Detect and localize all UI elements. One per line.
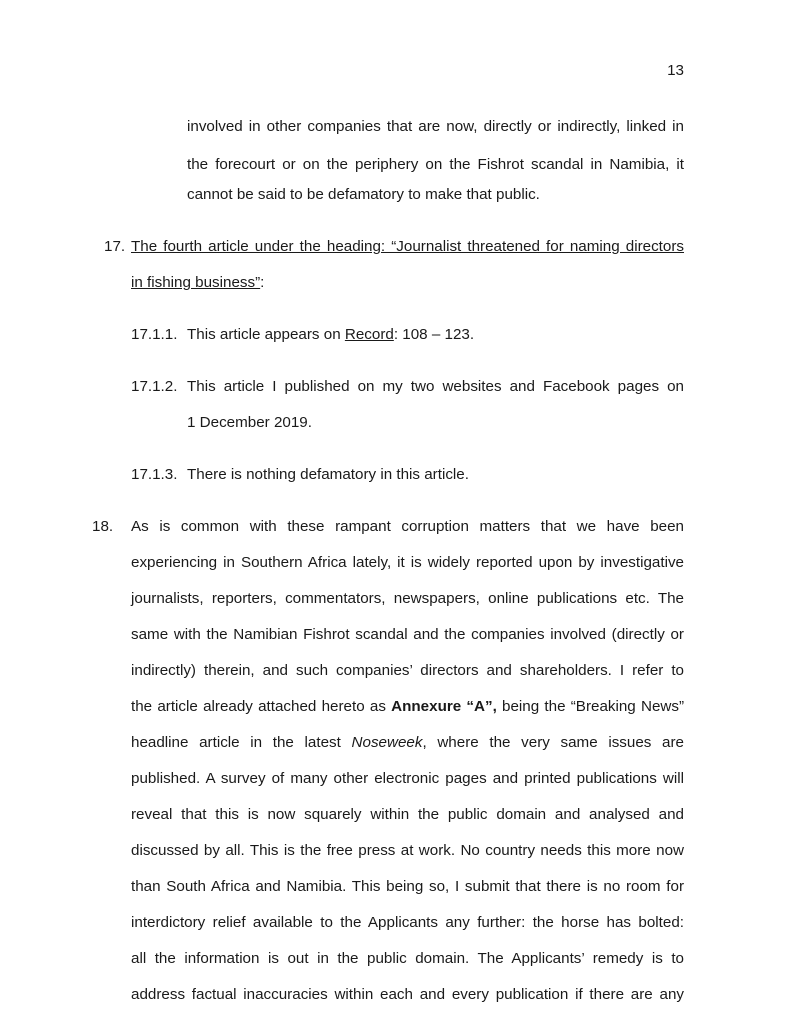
paragraph-18-line-7-before: headline article in the latest [131,734,352,751]
paragraph-18-line-10: discussed by all. This is the free press at work. No country needs this more now [131,842,684,859]
paragraph-17-heading-underlined: in fishing business” [131,274,261,291]
subparagraph-17-1-1-text [187,325,474,345]
paragraph-18-line-1: As is common with these rampant corruption matters that we have been [131,518,684,535]
paragraph-18-line-4: same with the Namibian Fishrot scandal and the companies involved (directly or [131,626,684,643]
paragraph-18-line-3: journalists, reporters, commentators, newspapers, online publications etc. The [131,590,684,607]
subparagraph-17-1-1-number: 17.1.1. [131,326,178,343]
paragraph-18-line-12: interdictory relief available to the Applicants any further: the horse has bolted: [131,914,684,931]
paragraph-18-line-11: than South Africa and Namibia. This being so, I submit that there is no room for [131,878,684,895]
subparagraph-17-1-1-text-after: : 108 – 123. [393,326,475,343]
annexure-a-reference: Annexure “A”, [391,698,497,715]
continuation-line-3: cannot be said to be defamatory to make that public. [187,186,540,203]
page-number: 13 [667,62,684,79]
continuation-line-2: the forecourt or on the periphery on the Fishrot scandal in Namibia, it [187,156,684,173]
paragraph-18-number: 18. [92,518,114,535]
paragraph-18-line-9: reveal that this is now squarely within the public domain and analysed and [131,806,684,823]
subparagraph-17-1-2-number: 17.1.2. [131,378,178,395]
paragraph-17-number: 17. [104,238,126,255]
paragraph-18-line-6-before: the article already attached hereto as [131,698,392,715]
noseweek-title: Noseweek [351,734,423,751]
paragraph-18-line-2: experiencing in Southern Africa lately, it is widely reported upon by investigative [131,554,684,571]
subparagraph-17-1-2-line-1: This article I published on my two websites and Facebook pages on [187,378,684,395]
paragraph-18-line-13: all the information is out in the public domain. The Applicants’ remedy is to [131,950,684,967]
paragraph-17-heading-line-2 [131,273,264,293]
paragraph-18-line-14: address factual inaccuracies within each and every publication if there are any [131,986,684,1003]
subparagraph-17-1-3-text: There is nothing defamatory in this article. [187,466,469,483]
paragraph-18-line-6 [131,697,684,717]
paragraph-18-line-8: published. A survey of many other electronic pages and printed publications will [131,770,684,787]
subparagraph-17-1-1-text-before: This article appears on [187,326,345,343]
record-reference: Record [344,326,394,343]
continuation-line-1: involved in other companies that are now, directly or indirectly, linked in [187,118,684,135]
paragraph-18-line-7 [131,733,684,753]
subparagraph-17-1-2-line-2: 1 December 2019. [187,414,312,431]
paragraph-17-heading-line-1: The fourth article under the heading: “Journalist threatened for naming directors [131,238,684,255]
paragraph-18-line-7-after: , where the very same issues are [422,734,684,751]
paragraph-17-heading-colon: : [260,274,265,291]
subparagraph-17-1-3-number: 17.1.3. [131,466,178,483]
paragraph-18-line-5: indirectly) therein, and such companies’ directors and shareholders. I refer to [131,662,684,679]
paragraph-18-line-6-after: being the “Breaking News” [496,698,685,715]
